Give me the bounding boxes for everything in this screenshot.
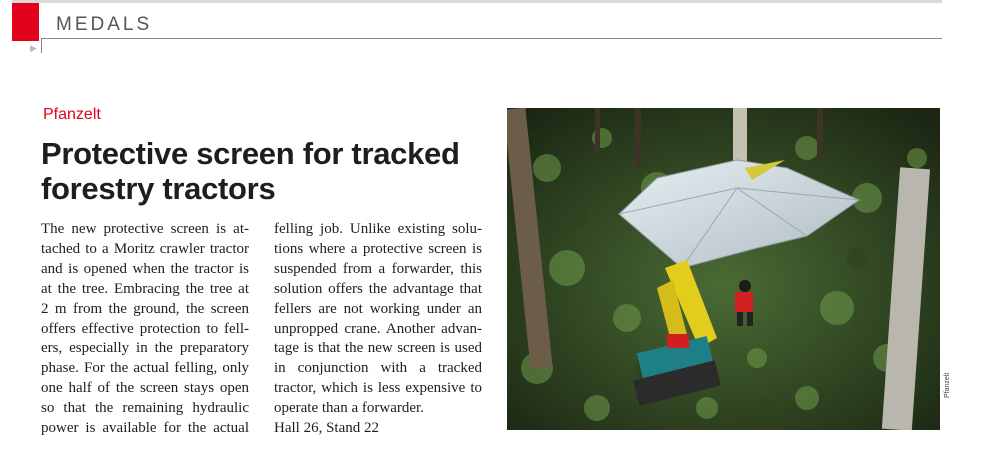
body-column-1 — [41, 220, 249, 439]
headline-line-1: Protective screen for tracked — [41, 136, 460, 171]
photo-credit: Pfanzelt — [944, 372, 951, 398]
header-rule — [41, 38, 942, 39]
body-line: solution offers the advantage that — [274, 280, 482, 297]
body-line: ers, especially in the preparatory — [41, 340, 249, 357]
company-kicker: Pfanzelt — [43, 106, 101, 123]
body-line: tractor, which is less expensive to — [274, 380, 482, 397]
body-line: unpropped crane. Another advan- — [274, 320, 482, 337]
body-line: phase. For the actual felling, only — [41, 360, 249, 377]
body-line: tage is that the new screen is used — [274, 340, 482, 357]
section-label: MEDALS — [56, 14, 153, 35]
body-column-2 — [274, 220, 482, 439]
top-rule — [12, 0, 942, 3]
body-line: suspended from a forwarder, this — [274, 260, 482, 277]
header-tick — [41, 38, 42, 53]
body-line: in conjunction with a tracked — [274, 360, 482, 377]
body-line: fellers are not working under an — [274, 300, 482, 317]
body-line: and is opened when the tractor is — [41, 260, 249, 277]
article-headline — [41, 136, 501, 206]
body-line: 2 m from the ground, the screen — [41, 300, 249, 317]
body-line: operate than a forwarder. — [274, 400, 424, 417]
body-line: offers effective protection to fell- — [41, 320, 249, 337]
forest-tractor-photo — [507, 108, 940, 430]
stand-location: Hall 26, Stand 22 — [274, 420, 379, 437]
body-line: tions where a protective screen is — [274, 240, 482, 257]
body-line: power is available for the actual — [41, 420, 249, 437]
section-color-tab — [12, 3, 39, 41]
arrow-icon: ▶ — [30, 44, 37, 54]
headline-line-2: forestry tractors — [41, 171, 276, 206]
body-line: so that the remaining hydraulic — [41, 400, 249, 417]
body-line: felling job. Unlike existing solu- — [274, 221, 482, 237]
body-line: tached to a Moritz crawler tractor — [41, 240, 249, 257]
body-line: at the tree. Embracing the tree at — [41, 280, 249, 297]
body-line: The new protective screen is at- — [41, 221, 249, 237]
body-line: one half of the screen stays open — [41, 380, 249, 397]
